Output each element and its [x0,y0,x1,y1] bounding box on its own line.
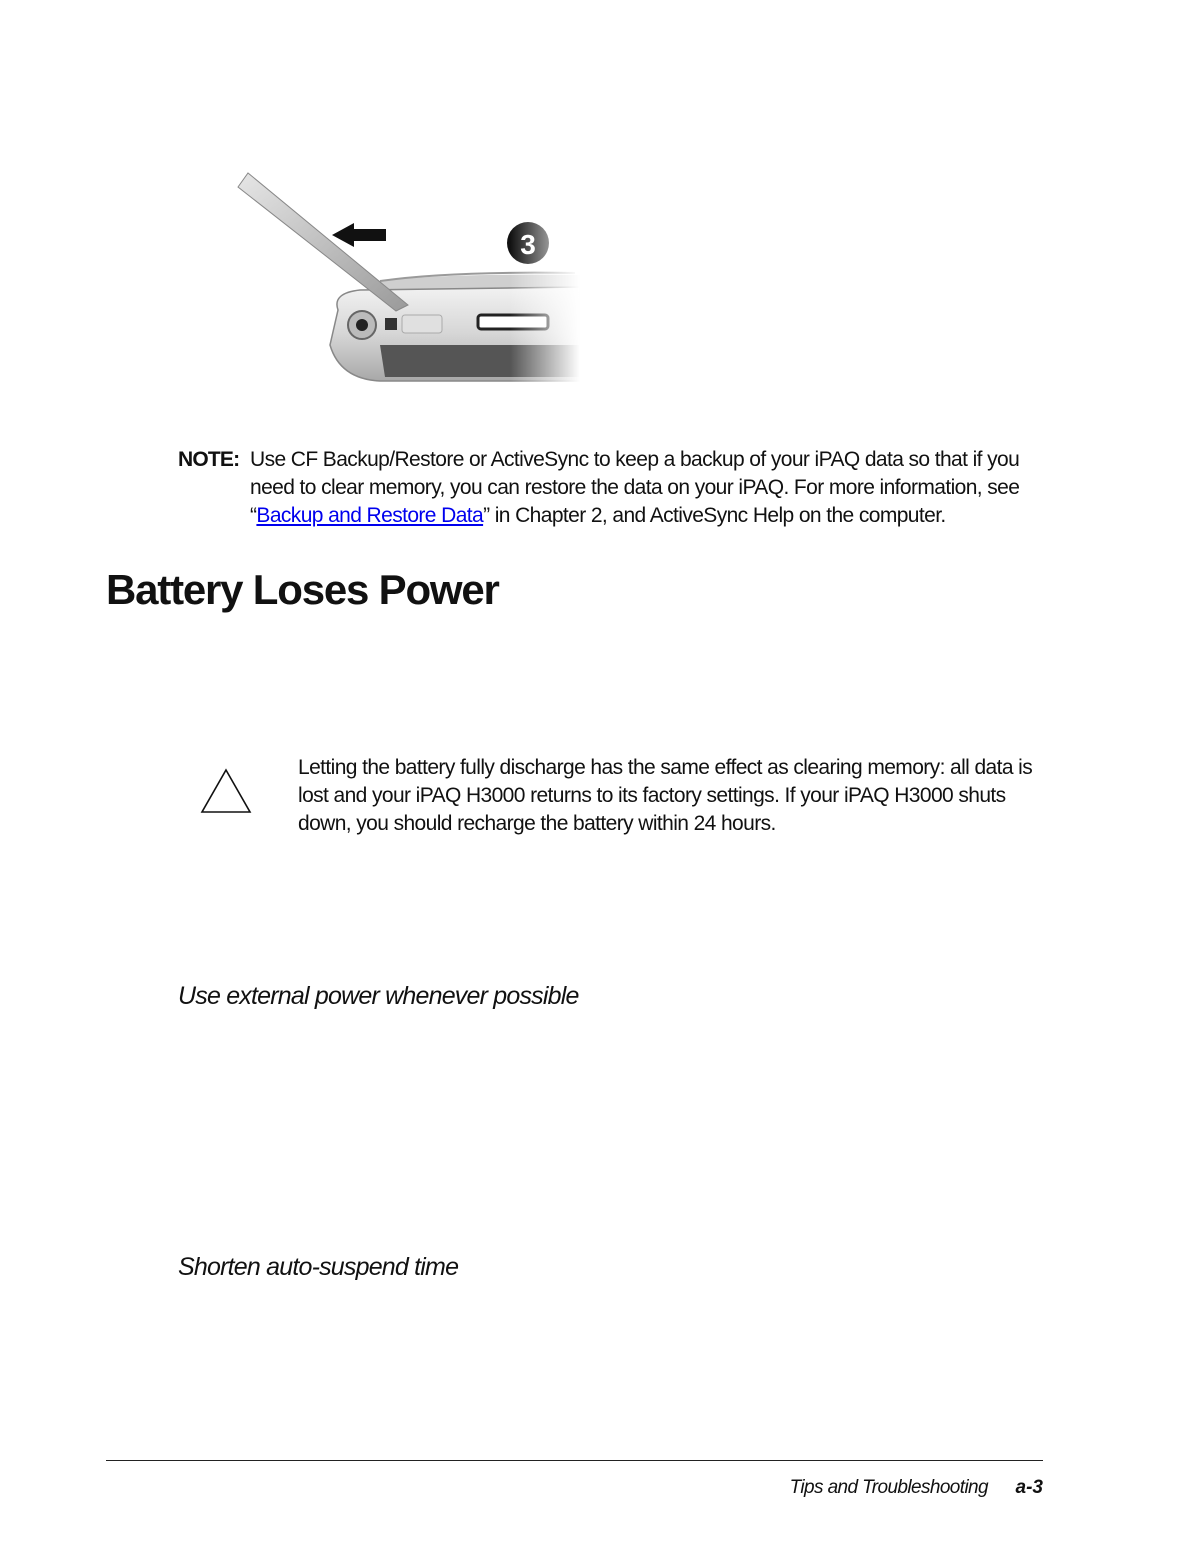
caution-block [200,754,1040,838]
subheading-external-power: Use external power whenever possible [178,982,579,1010]
reset-illustration [230,165,580,390]
note-text-after-link: ” in Chapter 2, and ActiveSync Help on the computer. [483,504,946,527]
section-heading: Battery Loses Power [106,566,499,613]
note-label: NOTE: [178,448,240,471]
footer-divider [106,1460,1043,1461]
subheading-auto-suspend: Shorten auto-suspend time [178,1253,459,1281]
note-block [178,446,1048,530]
caution-text: Letting the battery fully discharge has the same effect as clearing memory: all data is lost and your iPAQ H3000 returns to its factory settings. If your iPAQ H3000 shuts down, you should recharge the battery within 24 hours. [298,756,1033,835]
note-body [250,446,1048,530]
footer-page-number: a-3 [1015,1477,1043,1498]
stylus-reset-illustration-icon [230,165,580,390]
note-text-before-link: Use CF Backup/Restore or ActiveSync to keep a backup of your iPAQ data so that if you need to clear memory, you can restore the data on your iPAQ. For more information, see “ [250,448,1020,527]
footer-chapter-title: Tips and Troubleshooting [789,1477,988,1498]
caution-triangle-icon [200,768,252,814]
backup-and-restore-link[interactable]: Backup and Restore Data [256,504,484,527]
